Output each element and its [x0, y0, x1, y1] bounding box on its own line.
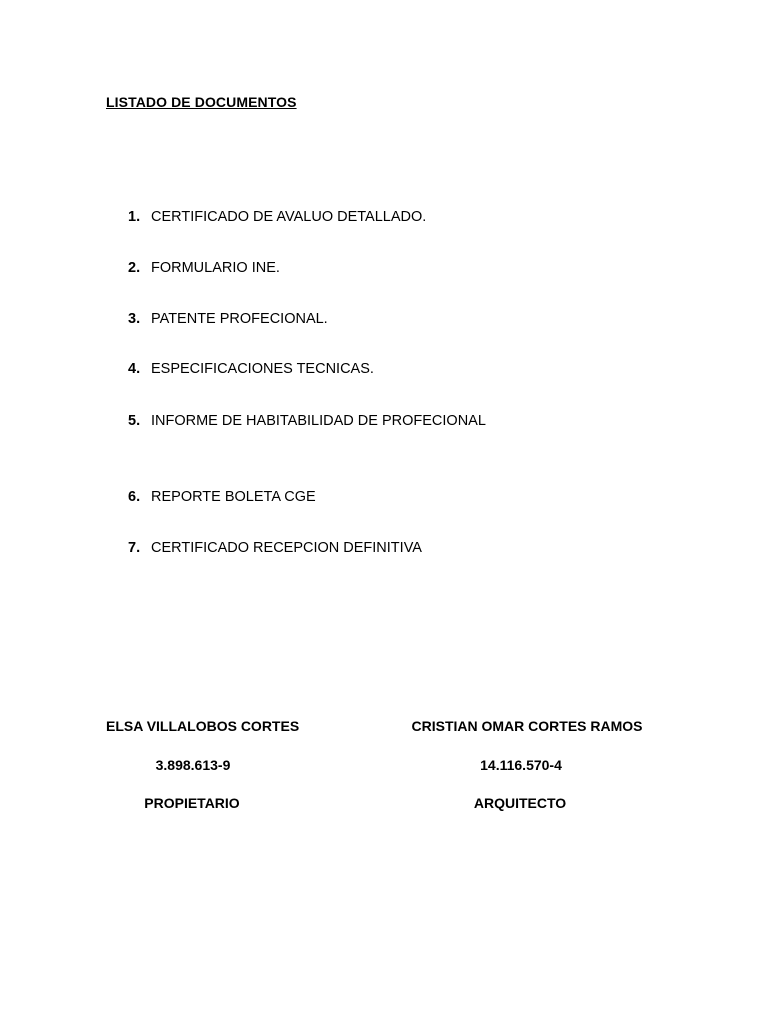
list-item-number: 1.: [128, 209, 141, 225]
signatory-role-architect: ARQUITECTO: [473, 795, 567, 811]
list-item: [128, 360, 374, 378]
list-item-number: 3.: [128, 311, 141, 327]
list-item-text: FORMULARIO INE.: [151, 260, 280, 276]
signatory-name-architect: CRISTIAN OMAR CORTES RAMOS: [411, 718, 643, 734]
list-item-number: 2.: [128, 260, 141, 276]
list-item-number: 4.: [128, 361, 141, 377]
list-item: [128, 412, 486, 430]
list-item: [128, 488, 316, 506]
page-title: LISTADO DE DOCUMENTOS: [106, 94, 297, 110]
list-item: [128, 259, 280, 277]
list-item-number: 7.: [128, 540, 141, 556]
list-item-text: INFORME DE HABITABILIDAD DE PROFECIONAL: [151, 413, 486, 429]
list-item-text: REPORTE BOLETA CGE: [151, 489, 316, 505]
signatory-role-owner: PROPIETARIO: [144, 795, 240, 811]
signatory-name-owner: ELSA VILLALOBOS CORTES: [106, 718, 300, 734]
list-item-number: 6.: [128, 489, 141, 505]
signatory-id-architect: 14.116.570-4: [480, 757, 562, 773]
list-item-text: PATENTE PROFECIONAL.: [151, 311, 328, 327]
list-item: [128, 208, 426, 226]
list-item: [128, 539, 422, 557]
list-item: [128, 310, 328, 328]
signatory-id-owner: 3.898.613-9: [155, 757, 231, 773]
list-item-text: ESPECIFICACIONES TECNICAS.: [151, 361, 374, 377]
list-item-number: 5.: [128, 413, 141, 429]
list-item-text: CERTIFICADO DE AVALUO DETALLADO.: [151, 209, 427, 225]
list-item-text: CERTIFICADO RECEPCION DEFINITIVA: [151, 540, 422, 556]
